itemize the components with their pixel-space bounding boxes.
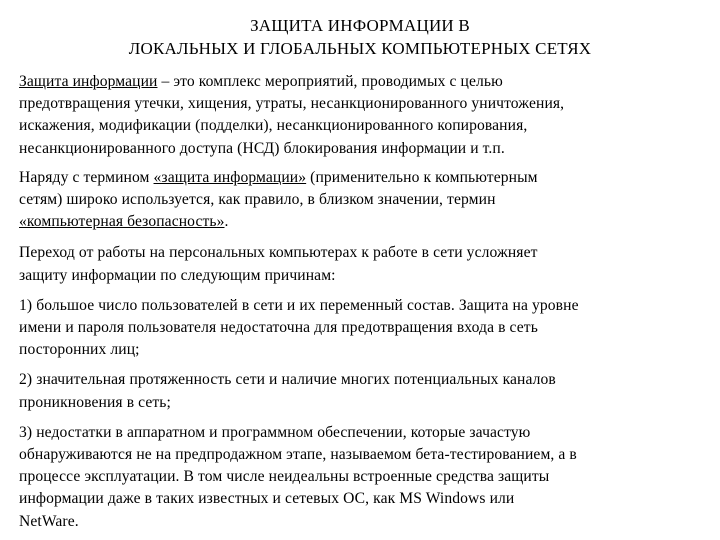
term-information-protection: Защита информации <box>19 73 158 90</box>
paragraph-line: имени и пароля пользователя недостаточна для предотвращения входа в сеть <box>19 319 538 337</box>
paragraph-line: сетям) широко используется, как правило, в близком значении, термин <box>19 191 496 209</box>
paragraph-line: 2) значительная протяженность сети и наличие многих потенциальных каналов <box>19 371 556 389</box>
reason-item-1 <box>19 295 709 362</box>
text-fragment: . <box>224 213 229 231</box>
paragraph-terms <box>19 167 709 234</box>
paragraph-line <box>19 211 709 233</box>
reason-item-2 <box>19 369 709 413</box>
paragraph-line <box>19 167 709 189</box>
paragraph-network-transition <box>19 242 709 286</box>
title-line-2: ЛОКАЛЬНЫХ И ГЛОБАЛЬНЫХ КОМПЬЮТЕРНЫХ СЕТЯХ <box>128 39 592 58</box>
term-computer-security: «компьютерная безопасность» <box>19 213 225 231</box>
title-line-1: ЗАЩИТА ИНФОРМАЦИИ В <box>250 16 470 35</box>
slide-title <box>0 14 720 60</box>
paragraph-line: процессе эксплуатации. В том числе неидеальны встроенные средства защиты <box>19 468 550 486</box>
paragraph-line: обнаруживаются не на предпродажном этапе, называемом бета-тестированием, а в <box>19 446 577 464</box>
paragraph-line: 1) большое число пользователей в сети и их переменный состав. Защита на уровне <box>19 296 579 314</box>
term-information-protection-quoted: «защита информации» <box>153 168 307 186</box>
paragraph-line <box>19 71 709 93</box>
text-fragment: Наряду с термином <box>19 168 154 186</box>
reason-item-3 <box>19 422 709 533</box>
paragraph-line: несанкционированного доступа (НСД) блокирования информации и т.п. <box>19 139 505 157</box>
paragraph-line: 3) недостатки в аппаратном и программном обеспечении, которые зачастую <box>19 423 531 441</box>
paragraph-line: NetWare. <box>19 512 79 530</box>
slide-body <box>19 71 709 533</box>
paragraph-line: проникновения в сеть; <box>19 393 171 411</box>
text-fragment: – это комплекс мероприятий, проводимых с целью <box>157 73 503 90</box>
text-fragment: (применительно к компьютерным <box>306 168 538 186</box>
paragraph-line: информации даже в таких известных и сетевых ОС, как MS Windows или <box>19 490 515 508</box>
paragraph-line: искажения, модификации (подделки), несанкционированного копирования, <box>19 117 528 135</box>
paragraph-definition <box>19 71 709 160</box>
paragraph-line: защиту информации по следующим причинам: <box>19 266 336 284</box>
paragraph-line: Переход от работы на персональных компьютерах к работе в сети усложняет <box>19 244 538 262</box>
paragraph-line: предотвращения утечки, хищения, утраты, несанкционированного уничтожения, <box>19 95 565 113</box>
paragraph-line: посторонних лиц; <box>19 341 140 359</box>
